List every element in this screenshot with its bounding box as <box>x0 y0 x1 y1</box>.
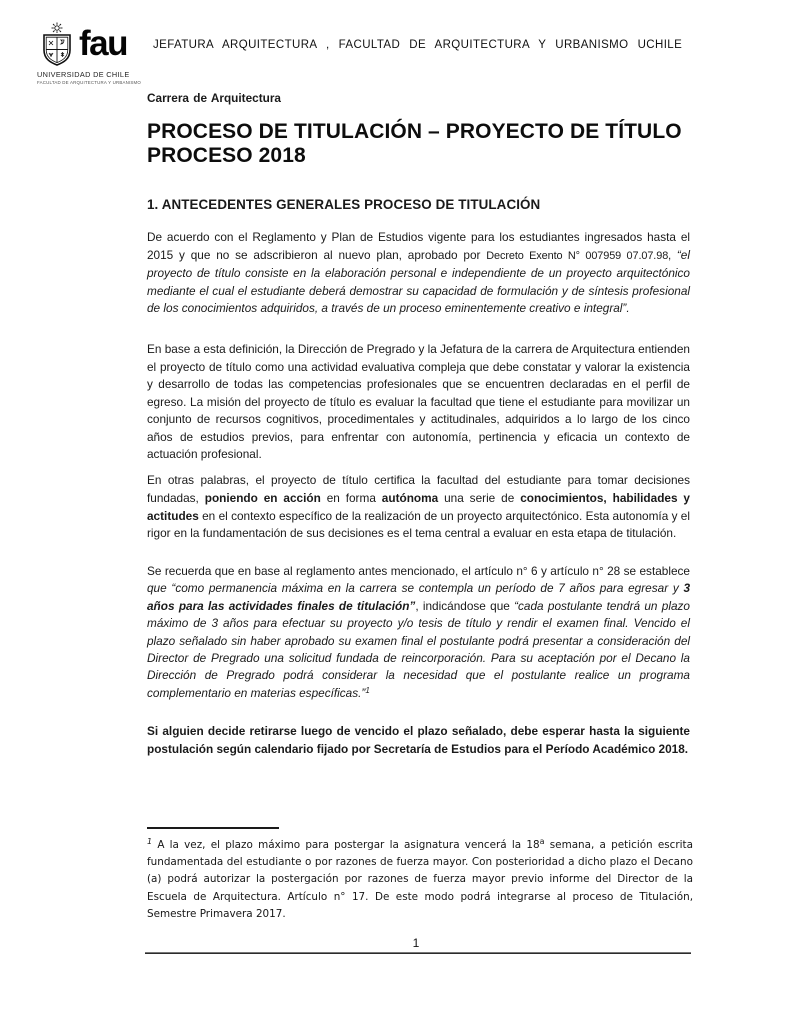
faculty-name: FACULTAD DE ARQUITECTURA Y URBANISMO <box>37 80 141 85</box>
footnote-text: $^1$ A la vez, el plazo máximo para postergar la asignatura vencerá la 18$^a$ semana, a petición escrita fundamentada del estudiante o por razones de fuerza mayor. Con posterioridad a dicho plazo el Decano (a) podrá autorizar la postergación por razones de fuerza mayor previo informe del Director de la Escuela de Arquitectura. Artículo n° 17. De este modo podrá integrarse al proceso de Titulación, Semestre Primavera 2017. <box>147 837 693 920</box>
fau-acronym: fau <box>79 24 127 63</box>
footnote-separator <box>147 827 279 829</box>
fau-logo <box>37 22 147 85</box>
university-name: UNIVERSIDAD DE CHILE <box>37 70 130 79</box>
university-crest-icon <box>37 22 77 68</box>
document-title-line2: PROCESO 2018 <box>147 143 306 167</box>
page-number: 1 <box>412 936 420 950</box>
document-title <box>147 120 707 167</box>
paragraph-1: De acuerdo con el Reglamento y Plan de Estudios vigente para los estudiantes ingresados hasta el 2015 y que no se adscribieron al nuevo plan, aprobado por Decreto Exento N° 007959 07.07.98, “el proyecto de título consiste en la elaboración personal e independiente de un proyecto arquitectónico mediante el cual el estudiante deberá demostrar su capacidad de formulación y de síntesis profesional de los conocimientos adquiridos, a través de un proceso eminentemente creativo e integral”. <box>147 230 690 315</box>
paragraph-3: En otras palabras, el proyecto de título certifica la facultad del estudiante para tomar decisiones fundadas, poniendo en acción en forma autónoma una serie de conocimientos, habilidades y actitudes en el contexto específico de la realización de un proyecto arquitectónico. Esta autonomía y el rigor en la fundamentación de sus decisiones es el tema central a evaluar en esta etapa de titulación. <box>147 473 690 541</box>
footer-rule <box>145 952 691 954</box>
section-heading: 1. ANTECEDENTES GENERALES PROCESO DE TITULACIÓN <box>147 197 541 212</box>
paragraph-4: Se recuerda que en base al reglamento antes mencionado, el artículo n° 6 y artículo n° 28 se establece que “como permanencia máxima en la carrera se contempla un período de 7 años para egresar y 3 años para las actividades finales de titulación”, indicándose que “cada postulante tendrá un plazo máximo de 3 años para efectuar su proyecto y/o tesis de título y rendir el examen final. Vencido el plazo señalado sin haber aprobado su examen final el postulante podrá presentar a consideración del Director de Pregrado una solicitud fundada de reincorporación. Para su aceptación por el Decano la Dirección de Pregrado podrá considerar la necesidad que el postulante realice un programa complementario en materias específicas.”$^1$ <box>147 564 690 700</box>
program-label: Carrera de Arquitectura <box>147 91 281 105</box>
document-title-line1: PROCESO DE TITULACIÓN – PROYECTO DE TÍTULO <box>147 120 682 143</box>
paragraph-2: En base a esta definición, la Dirección de Pregrado y la Jefatura de la carrera de Arquitectura entienden el proyecto de título como una actividad evaluativa compleja que debe constatar y valorar la existencia y desarrollo de todas las competencias profesionales que se encuentren declaradas en el perfil de egreso. La misión del proyecto de título es evaluar la facultad que tiene el estudiante para movilizar un conjunto de recursos cognitivos, procedimentales y actitudinales, adquiridos a lo largo de los cinco años de estudios previos, para enfrentar con autonomía, pertinencia y eficacia un contexto de actuación profesional. <box>147 342 690 461</box>
paragraph-5: Si alguien decide retirarse luego de vencido el plazo señalado, debe esperar hasta la siguiente postulación según calendario fijado por Secretaría de Estudios para el Período Académico 2018. <box>147 724 690 756</box>
header-title: JEFATURA ARQUITECTURA , FACULTAD DE ARQUITECTURA Y URBANISMO UCHILE <box>153 39 683 51</box>
